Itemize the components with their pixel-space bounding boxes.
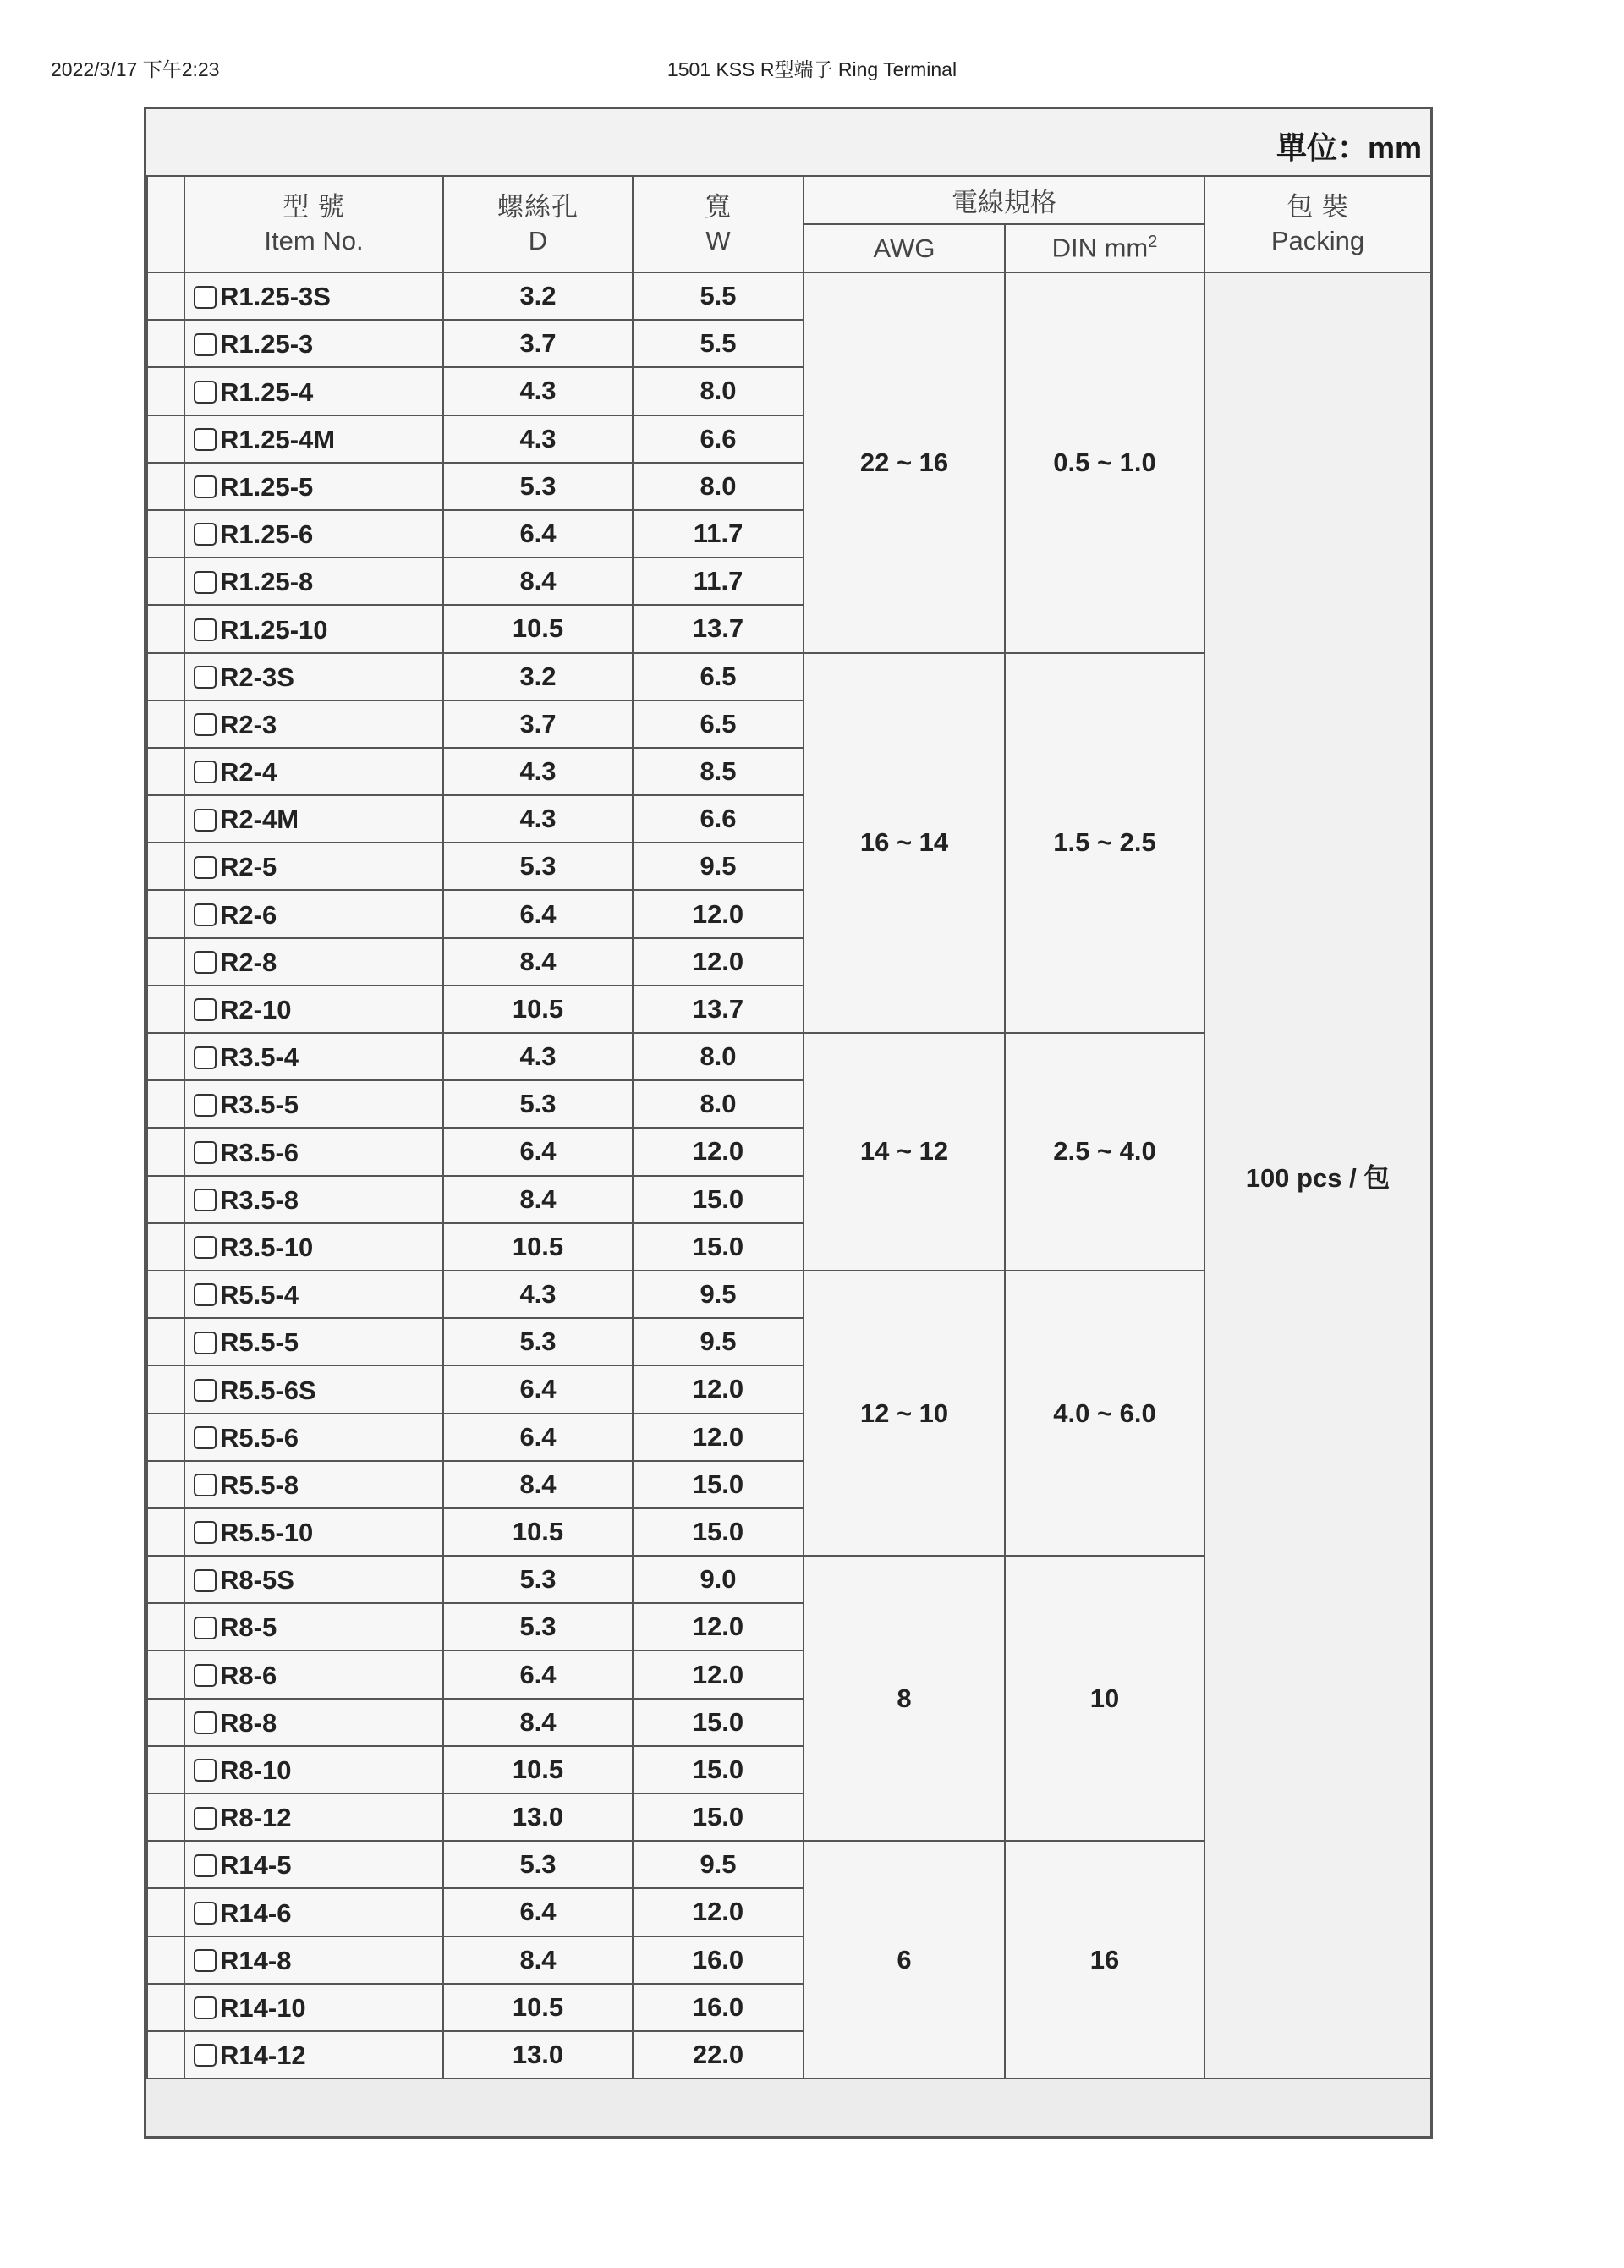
item-number: R8-10 — [220, 1755, 292, 1785]
hole-d-cell: 4.3 — [443, 1271, 633, 1318]
item-cell — [184, 653, 443, 700]
awg-range-cell: 14 ~ 12 — [804, 1033, 1005, 1271]
header-packing-zh: 包 裝 — [1287, 192, 1349, 222]
table-row — [147, 272, 1431, 320]
width-w-cell: 8.0 — [633, 1080, 804, 1128]
item-checkbox[interactable] — [194, 1426, 217, 1449]
item-cell — [184, 1984, 443, 2031]
header-wire-spec: 電線規格 — [804, 176, 1204, 224]
item-number: R1.25-5 — [220, 471, 314, 502]
width-w-cell: 16.0 — [633, 1936, 804, 1984]
row-blank-cell — [147, 557, 184, 605]
awg-range-cell: 12 ~ 10 — [804, 1271, 1005, 1556]
din-range-cell: 0.5 ~ 1.0 — [1005, 272, 1204, 653]
item-checkbox[interactable] — [194, 1664, 217, 1687]
row-blank-cell — [147, 1556, 184, 1603]
item-cell — [184, 1461, 443, 1508]
item-checkbox[interactable] — [194, 998, 217, 1021]
width-w-cell: 15.0 — [633, 1508, 804, 1556]
item-number: R2-5 — [220, 852, 277, 882]
hole-d-cell: 4.3 — [443, 367, 633, 415]
row-blank-cell — [147, 1033, 184, 1080]
hole-d-cell: 6.4 — [443, 1128, 633, 1175]
hole-d-cell: 10.5 — [443, 1984, 633, 2031]
item-number: R2-3 — [220, 709, 277, 739]
item-checkbox[interactable] — [194, 618, 217, 641]
item-checkbox[interactable] — [194, 1949, 217, 1972]
row-blank-cell — [147, 1128, 184, 1175]
width-w-cell: 8.0 — [633, 463, 804, 510]
header-w-zh: 寬 — [705, 192, 732, 222]
item-cell — [184, 2031, 443, 2079]
item-cell — [184, 1223, 443, 1271]
hole-d-cell: 8.4 — [443, 938, 633, 986]
item-number: R3.5-10 — [220, 1232, 314, 1262]
row-blank-cell — [147, 1176, 184, 1223]
item-number: R2-10 — [220, 994, 292, 1024]
item-checkbox[interactable] — [194, 761, 217, 783]
item-cell — [184, 605, 443, 652]
item-cell — [184, 700, 443, 748]
item-number: R5.5-6S — [220, 1375, 316, 1405]
item-checkbox[interactable] — [194, 1617, 217, 1639]
hole-d-cell: 5.3 — [443, 1080, 633, 1128]
row-blank-cell — [147, 1223, 184, 1271]
item-cell — [184, 1414, 443, 1461]
item-number: R2-8 — [220, 947, 277, 977]
row-blank-cell — [147, 795, 184, 843]
row-blank-cell — [147, 1508, 184, 1556]
width-w-cell: 9.5 — [633, 1841, 804, 1888]
header-w-en: W — [705, 226, 731, 255]
item-number: R8-5 — [220, 1612, 277, 1643]
hole-d-cell: 10.5 — [443, 986, 633, 1033]
item-cell — [184, 1699, 443, 1746]
item-number: R14-8 — [220, 1945, 292, 1975]
row-blank-cell — [147, 1318, 184, 1365]
row-blank-cell — [147, 415, 184, 463]
row-blank-cell — [147, 605, 184, 652]
item-number: R1.25-6 — [220, 519, 314, 549]
hole-d-cell: 3.2 — [443, 653, 633, 700]
awg-range-cell: 16 ~ 14 — [804, 653, 1005, 1034]
item-checkbox[interactable] — [194, 1236, 217, 1259]
item-cell — [184, 1318, 443, 1365]
row-blank-cell — [147, 1746, 184, 1793]
din-range-cell: 4.0 ~ 6.0 — [1005, 1271, 1204, 1556]
hole-d-cell: 3.7 — [443, 320, 633, 367]
width-w-cell: 22.0 — [633, 2031, 804, 2079]
item-number: R14-5 — [220, 1850, 292, 1881]
item-cell — [184, 986, 443, 1033]
width-w-cell: 12.0 — [633, 1414, 804, 1461]
table-body — [147, 272, 1431, 2079]
item-number: R2-4 — [220, 756, 277, 787]
item-cell — [184, 1080, 443, 1128]
item-number: R3.5-4 — [220, 1042, 299, 1072]
item-checkbox[interactable] — [194, 809, 217, 832]
item-checkbox[interactable] — [194, 1283, 217, 1306]
hole-d-cell: 5.3 — [443, 843, 633, 890]
row-blank-cell — [147, 510, 184, 557]
row-blank-cell — [147, 1650, 184, 1698]
width-w-cell: 5.5 — [633, 272, 804, 320]
hole-d-cell: 8.4 — [443, 1176, 633, 1223]
unit-bar — [146, 109, 1430, 178]
row-blank-cell — [147, 748, 184, 795]
row-blank-cell — [147, 653, 184, 700]
hole-d-cell: 3.2 — [443, 272, 633, 320]
width-w-cell: 11.7 — [633, 557, 804, 605]
hole-d-cell: 10.5 — [443, 1508, 633, 1556]
width-w-cell: 13.7 — [633, 986, 804, 1033]
item-cell — [184, 1793, 443, 1841]
din-range-cell: 2.5 ~ 4.0 — [1005, 1033, 1204, 1271]
hole-d-cell: 8.4 — [443, 557, 633, 605]
item-checkbox[interactable] — [194, 1332, 217, 1354]
item-checkbox[interactable] — [194, 1189, 217, 1211]
item-cell — [184, 1365, 443, 1413]
hole-d-cell: 5.3 — [443, 1556, 633, 1603]
print-header — [51, 54, 1573, 80]
width-w-cell: 8.5 — [633, 748, 804, 795]
item-cell — [184, 463, 443, 510]
row-blank-cell — [147, 1365, 184, 1413]
header-din-label: DIN mm — [1051, 233, 1149, 263]
item-checkbox[interactable] — [194, 903, 217, 926]
header-packing-en: Packing — [1270, 226, 1365, 255]
header-din-superscript: 2 — [1148, 233, 1158, 252]
width-w-cell: 15.0 — [633, 1176, 804, 1223]
item-checkbox[interactable] — [194, 1521, 217, 1544]
hole-d-cell: 13.0 — [443, 1793, 633, 1841]
width-w-cell: 9.5 — [633, 1318, 804, 1365]
item-checkbox[interactable] — [194, 713, 217, 736]
width-w-cell: 12.0 — [633, 1128, 804, 1175]
item-number: R1.25-3 — [220, 329, 314, 360]
row-blank-cell — [147, 320, 184, 367]
width-w-cell: 15.0 — [633, 1746, 804, 1793]
row-blank-cell — [147, 1271, 184, 1318]
hole-d-cell: 6.4 — [443, 1888, 633, 1936]
item-number: R1.25-4M — [220, 424, 336, 454]
item-number: R5.5-6 — [220, 1422, 299, 1453]
item-number: R1.25-8 — [220, 567, 314, 597]
width-w-cell: 13.7 — [633, 605, 804, 652]
item-number: R5.5-10 — [220, 1517, 314, 1547]
row-blank-cell — [147, 1461, 184, 1508]
row-blank-cell — [147, 700, 184, 748]
item-number: R2-6 — [220, 899, 277, 930]
item-number: R5.5-8 — [220, 1469, 299, 1500]
row-blank-cell — [147, 938, 184, 986]
row-blank-cell — [147, 1841, 184, 1888]
item-cell — [184, 1033, 443, 1080]
width-w-cell: 6.5 — [633, 700, 804, 748]
header-item-no — [184, 176, 443, 272]
item-cell — [184, 1841, 443, 1888]
width-w-cell: 12.0 — [633, 1650, 804, 1698]
item-number: R8-8 — [220, 1707, 277, 1738]
item-cell — [184, 1603, 443, 1650]
item-cell — [184, 320, 443, 367]
item-checkbox[interactable] — [194, 571, 217, 594]
item-number: R14-6 — [220, 1897, 292, 1928]
item-cell — [184, 1128, 443, 1175]
hole-d-cell: 5.3 — [443, 1318, 633, 1365]
item-number: R3.5-5 — [220, 1090, 299, 1120]
item-cell — [184, 1176, 443, 1223]
item-checkbox[interactable] — [194, 1711, 217, 1734]
item-cell — [184, 1936, 443, 1984]
header-packing — [1204, 176, 1431, 272]
header-row — [147, 176, 1431, 224]
item-cell — [184, 938, 443, 986]
item-number: R14-10 — [220, 1992, 306, 2023]
item-checkbox[interactable] — [194, 1996, 217, 2019]
row-blank-cell — [147, 1984, 184, 2031]
awg-range-cell: 6 — [804, 1841, 1005, 2079]
item-checkbox[interactable] — [194, 1474, 217, 1496]
row-blank-cell — [147, 1603, 184, 1650]
item-cell — [184, 748, 443, 795]
item-checkbox[interactable] — [194, 286, 217, 309]
item-cell — [184, 557, 443, 605]
header-item-zh: 型 號 — [283, 192, 345, 222]
item-checkbox[interactable] — [194, 951, 217, 974]
item-cell — [184, 1556, 443, 1603]
width-w-cell: 8.0 — [633, 367, 804, 415]
header-d-zh: 螺絲孔 — [497, 192, 579, 222]
row-blank-cell — [147, 2031, 184, 2079]
row-blank-cell — [147, 1699, 184, 1746]
item-cell — [184, 1650, 443, 1698]
item-cell — [184, 415, 443, 463]
item-checkbox[interactable] — [194, 333, 217, 356]
document-title: 1501 KSS R型端子 Ring Terminal — [667, 58, 957, 80]
ring-terminal-table — [146, 175, 1432, 2079]
width-w-cell: 6.6 — [633, 415, 804, 463]
item-number: R5.5-4 — [220, 1279, 299, 1310]
hole-d-cell: 5.3 — [443, 1603, 633, 1650]
item-number: R1.25-10 — [220, 614, 328, 645]
item-checkbox[interactable] — [194, 475, 217, 498]
width-w-cell: 5.5 — [633, 320, 804, 367]
hole-d-cell: 4.3 — [443, 795, 633, 843]
item-cell — [184, 890, 443, 937]
din-range-cell: 10 — [1005, 1556, 1204, 1841]
hole-d-cell: 3.7 — [443, 700, 633, 748]
unit-label: 單位：mm — [1276, 130, 1422, 165]
header-width-w — [633, 176, 804, 272]
hole-d-cell: 8.4 — [443, 1936, 633, 1984]
width-w-cell: 6.5 — [633, 653, 804, 700]
row-blank-cell — [147, 1793, 184, 1841]
header-d-en: D — [528, 226, 548, 255]
item-checkbox[interactable] — [194, 523, 217, 546]
item-cell — [184, 843, 443, 890]
awg-range-cell: 22 ~ 16 — [804, 272, 1005, 653]
width-w-cell: 12.0 — [633, 1888, 804, 1936]
item-checkbox[interactable] — [194, 1379, 217, 1402]
width-w-cell: 16.0 — [633, 1984, 804, 2031]
hole-d-cell: 8.4 — [443, 1699, 633, 1746]
hole-d-cell: 13.0 — [443, 2031, 633, 2079]
hole-d-cell: 4.3 — [443, 1033, 633, 1080]
width-w-cell: 8.0 — [633, 1033, 804, 1080]
hole-d-cell: 8.4 — [443, 1461, 633, 1508]
item-number: R2-3S — [220, 662, 294, 692]
item-checkbox[interactable] — [194, 1902, 217, 1925]
width-w-cell: 12.0 — [633, 890, 804, 937]
item-cell — [184, 272, 443, 320]
row-blank-cell — [147, 1888, 184, 1936]
hole-d-cell: 6.4 — [443, 1650, 633, 1698]
hole-d-cell: 10.5 — [443, 1746, 633, 1793]
row-blank-cell — [147, 890, 184, 937]
row-blank-cell — [147, 1936, 184, 1984]
hole-d-cell: 6.4 — [443, 1414, 633, 1461]
row-blank-cell — [147, 986, 184, 1033]
item-checkbox[interactable] — [194, 856, 217, 879]
width-w-cell: 15.0 — [633, 1699, 804, 1746]
width-w-cell: 12.0 — [633, 938, 804, 986]
row-blank-cell — [147, 1414, 184, 1461]
width-w-cell: 9.5 — [633, 843, 804, 890]
row-blank-cell — [147, 843, 184, 890]
hole-d-cell: 6.4 — [443, 510, 633, 557]
item-cell — [184, 1271, 443, 1318]
item-checkbox[interactable] — [194, 1141, 217, 1164]
item-cell — [184, 1746, 443, 1793]
hole-d-cell: 10.5 — [443, 1223, 633, 1271]
width-w-cell: 15.0 — [633, 1223, 804, 1271]
width-w-cell: 15.0 — [633, 1461, 804, 1508]
packing-value-cell: 100 pcs / 包 — [1204, 272, 1431, 2079]
item-cell — [184, 1888, 443, 1936]
header-item-en: Item No. — [264, 226, 364, 255]
item-cell — [184, 795, 443, 843]
item-checkbox[interactable] — [194, 1854, 217, 1877]
width-w-cell: 9.0 — [633, 1556, 804, 1603]
header-awg: AWG — [804, 224, 1005, 272]
item-checkbox[interactable] — [194, 1046, 217, 1069]
item-number: R8-6 — [220, 1660, 277, 1690]
width-w-cell: 9.5 — [633, 1271, 804, 1318]
item-number: R1.25-4 — [220, 376, 314, 407]
item-number: R8-12 — [220, 1803, 292, 1832]
item-checkbox[interactable] — [194, 1759, 217, 1782]
header-hole-d — [443, 176, 633, 272]
item-checkbox[interactable] — [194, 1094, 217, 1117]
hole-d-cell: 4.3 — [443, 415, 633, 463]
item-number: R14-12 — [220, 2040, 306, 2070]
row-blank-cell — [147, 367, 184, 415]
item-checkbox[interactable] — [194, 381, 217, 404]
hole-d-cell: 5.3 — [443, 1841, 633, 1888]
hole-d-cell: 5.3 — [443, 463, 633, 510]
item-checkbox[interactable] — [194, 1807, 217, 1830]
item-cell — [184, 1508, 443, 1556]
row-blank-cell — [147, 272, 184, 320]
header-blank-cell — [147, 176, 184, 272]
item-cell — [184, 367, 443, 415]
print-date: 2022/3/17 下午2:23 — [51, 58, 220, 80]
item-cell — [184, 510, 443, 557]
width-w-cell: 11.7 — [633, 510, 804, 557]
awg-range-cell: 8 — [804, 1556, 1005, 1841]
item-number: R8-5S — [220, 1565, 294, 1595]
width-w-cell: 6.6 — [633, 795, 804, 843]
width-w-cell: 15.0 — [633, 1793, 804, 1841]
item-number: R5.5-5 — [220, 1327, 299, 1358]
item-number: R2-4M — [220, 805, 299, 835]
item-number: R1.25-3S — [220, 282, 331, 311]
row-blank-cell — [147, 463, 184, 510]
hole-d-cell: 6.4 — [443, 890, 633, 937]
item-number: R3.5-6 — [220, 1137, 299, 1167]
width-w-cell: 12.0 — [633, 1365, 804, 1413]
item-checkbox[interactable] — [194, 2044, 217, 2067]
hole-d-cell: 10.5 — [443, 605, 633, 652]
item-checkbox[interactable] — [194, 428, 217, 451]
din-range-cell: 1.5 ~ 2.5 — [1005, 653, 1204, 1034]
item-checkbox[interactable] — [194, 1569, 217, 1592]
spec-sheet-frame — [144, 107, 1433, 2139]
item-checkbox[interactable] — [194, 666, 217, 689]
hole-d-cell: 4.3 — [443, 748, 633, 795]
hole-d-cell: 6.4 — [443, 1365, 633, 1413]
item-number: R3.5-8 — [220, 1184, 299, 1215]
din-range-cell: 16 — [1005, 1841, 1204, 2079]
row-blank-cell — [147, 1080, 184, 1128]
header-din — [1005, 224, 1204, 272]
width-w-cell: 12.0 — [633, 1603, 804, 1650]
